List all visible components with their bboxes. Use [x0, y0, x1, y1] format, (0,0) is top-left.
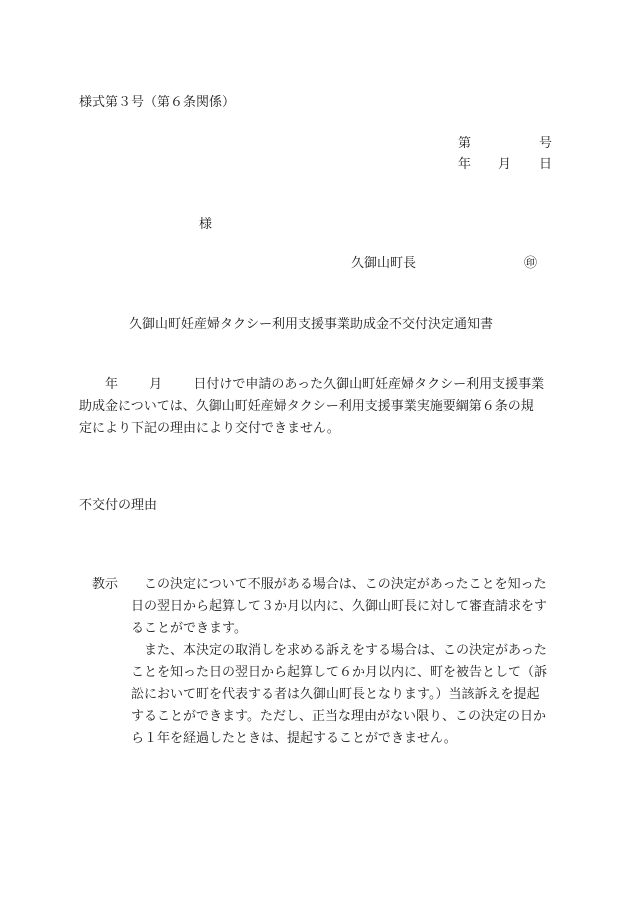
- document-number-suffix: 号: [539, 136, 553, 151]
- date-day: 日: [539, 157, 553, 172]
- addressee-suffix: 様: [199, 217, 213, 232]
- date-month: 月: [498, 157, 512, 172]
- notice-paragraph-1: この決定について不服がある場合は、この決定があったことを知った 日の翌日から起算して３か月以内に、久御山町長に対して審査請求をす ることができます。: [131, 577, 548, 636]
- body-line-3: 定により下記の理由により交付できません。: [79, 421, 340, 436]
- body-line-2: 助成金については、久御山町妊産婦タクシー利用支援事業実施要綱第６条の規: [79, 399, 534, 414]
- notice-paragraph-2: また、本決定の取消しを求める訴えをする場合は、この決定があった ことを知った日の翌日から起算して６か月以内に、町を被告として（訴 訟において町を代表する者は久御山町長となります。）当該訴えを提起 することができます。ただし、正当な理由がない限り、この決定の日か ら１年を経過したときは、提起することができません。: [131, 643, 548, 746]
- body-line-1: 年 月 日付けで申請のあった久御山町妊産婦タクシー利用支援事業: [105, 377, 545, 392]
- issuer-title: 久御山町長: [351, 256, 417, 271]
- form-label: 様式第３号（第６条関係）: [79, 95, 236, 110]
- reason-heading: 不交付の理由: [79, 498, 158, 513]
- date-year: 年: [458, 157, 472, 172]
- body-paragraph: [79, 374, 544, 440]
- document-title: 久御山町妊産婦タクシー利用支援事業助成金不交付決定通知書: [129, 317, 494, 332]
- seal-mark: ㊞: [524, 256, 538, 271]
- document-number-prefix: 第: [458, 136, 472, 151]
- notice-label: 教示: [92, 577, 119, 592]
